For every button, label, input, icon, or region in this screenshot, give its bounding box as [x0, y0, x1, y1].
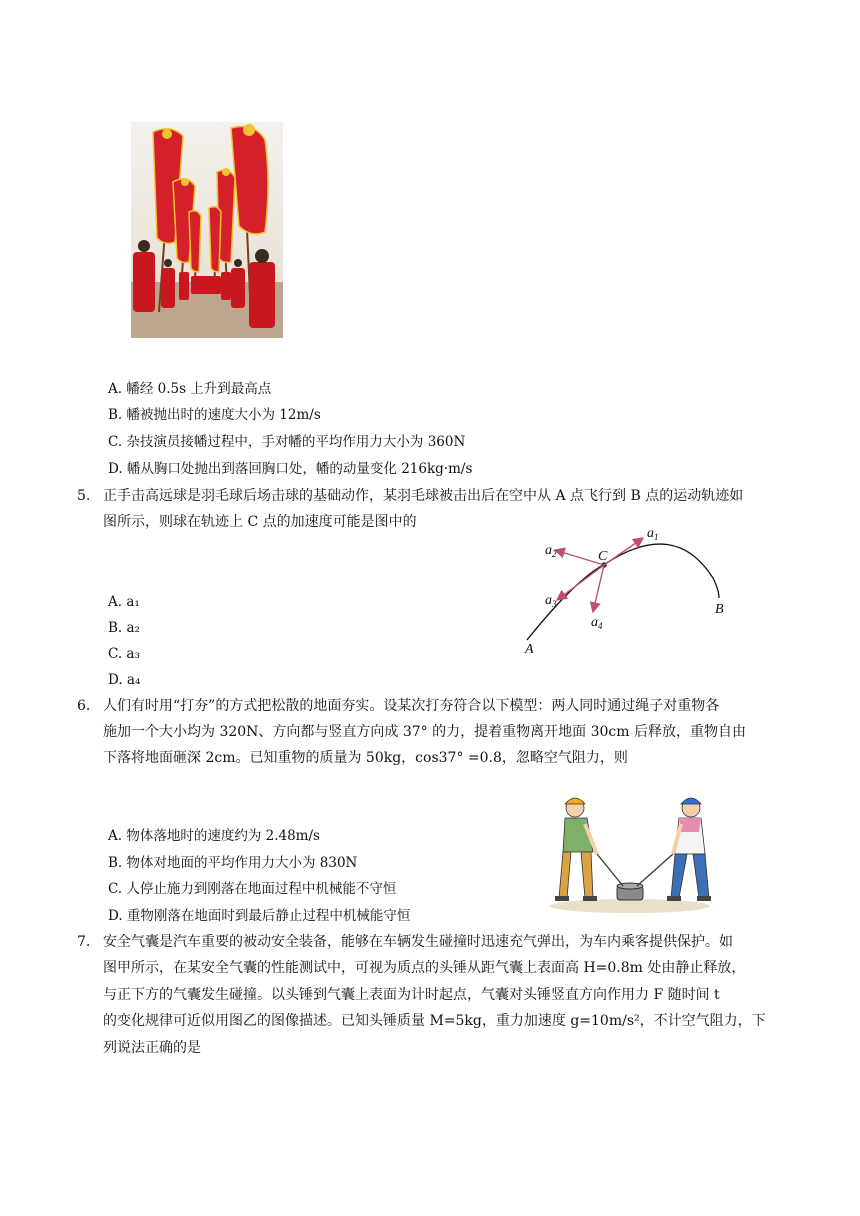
q6-option-b: B. 物体对地面的平均作用力大小为 830N: [108, 855, 358, 871]
q5-option-b: B. a₂: [108, 620, 140, 636]
q7-stem-line1: 安全气囊是汽车重要的被动安全装备，能够在车辆发生碰撞时迅速充气弹出，为车内乘客提供保护。如: [103, 934, 733, 950]
label-a: A: [525, 642, 534, 657]
q7-number: 7.: [77, 934, 91, 950]
q6-stem-line1: 人们有时用“打夯”的方式把松散的地面夯实。设某次打夯符合以下模型：两人同时通过绳子对重物各: [103, 698, 720, 714]
shuttlecock-trajectory-figure: [515, 520, 730, 660]
tamping-illustration: [545, 788, 715, 916]
label-a3: $a_3$: [545, 593, 557, 609]
q5-stem-line1: 正手击高远球是羽毛球后场击球的基础动作，某羽毛球被击出后在空中从 A 点飞行到 B 点的运动轨迹如: [103, 488, 744, 504]
q4-option-a: A. 幡经 0.5s 上升到最高点: [108, 381, 272, 397]
q6-number: 6.: [77, 698, 91, 714]
banner-performance-photo: [131, 122, 283, 338]
label-a2: $a_2$: [545, 543, 557, 559]
q6-option-d: D. 重物刚落在地面时到最后静止过程中机械能守恒: [108, 908, 411, 924]
q5-stem-line2: 图所示，则球在轨迹上 C 点的加速度可能是图中的: [103, 514, 417, 530]
label-c: C: [598, 549, 608, 564]
q7-stem-line4: 的变化规律可近似用图乙的图像描述。已知头锤质量 M=5kg，重力加速度 g=10m/s²，不计空气阻力，下: [103, 1013, 766, 1029]
q7-stem-line5: 列说法正确的是: [103, 1040, 201, 1056]
q7-stem-line2: 图甲所示，在某安全气囊的性能测试中，可视为质点的头锤从距气囊上表面高 H=0.8m 处由静止释放，: [103, 960, 746, 976]
label-b: B: [715, 602, 724, 617]
label-a4: $a_4$: [591, 615, 603, 631]
q4-option-d: D. 幡从胸口处抛出到落回胸口处，幡的动量变化 216kg·m/s: [108, 461, 473, 477]
q6-stem-line2: 施加一个大小均为 320N、方向都与竖直方向成 37° 的力，提着重物离开地面 30cm 后释放，重物自由: [103, 724, 746, 740]
arrow-a2: [555, 550, 604, 565]
q4-option-c: C. 杂技演员接幡过程中，手对幡的平均作用力大小为 360N: [108, 434, 466, 450]
q5-number: 5.: [77, 488, 91, 504]
q6-option-a: A. 物体落地时的速度约为 2.48m/s: [108, 828, 320, 844]
q6-option-c: C. 人停止施力到刚落在地面过程中机械能不守恒: [108, 881, 397, 897]
q5-option-c: C. a₃: [108, 646, 140, 662]
q4-option-b: B. 幡被抛出时的速度大小为 12m/s: [108, 407, 321, 423]
q7-stem-line3: 与正下方的气囊发生碰撞。以头锤到气囊上表面为计时起点，气囊对头锤竖直方向作用力 F 随时间 t: [103, 987, 720, 1003]
q6-stem-line3: 下落将地面砸深 2cm。已知重物的质量为 50kg，cos37° =0.8，忽略空气阻力，则: [103, 750, 628, 766]
label-a1: $a_1$: [647, 526, 659, 542]
q5-option-a: A. a₁: [108, 594, 140, 610]
q5-option-d: D. a₄: [108, 672, 141, 688]
arrow-a1: [604, 538, 643, 565]
